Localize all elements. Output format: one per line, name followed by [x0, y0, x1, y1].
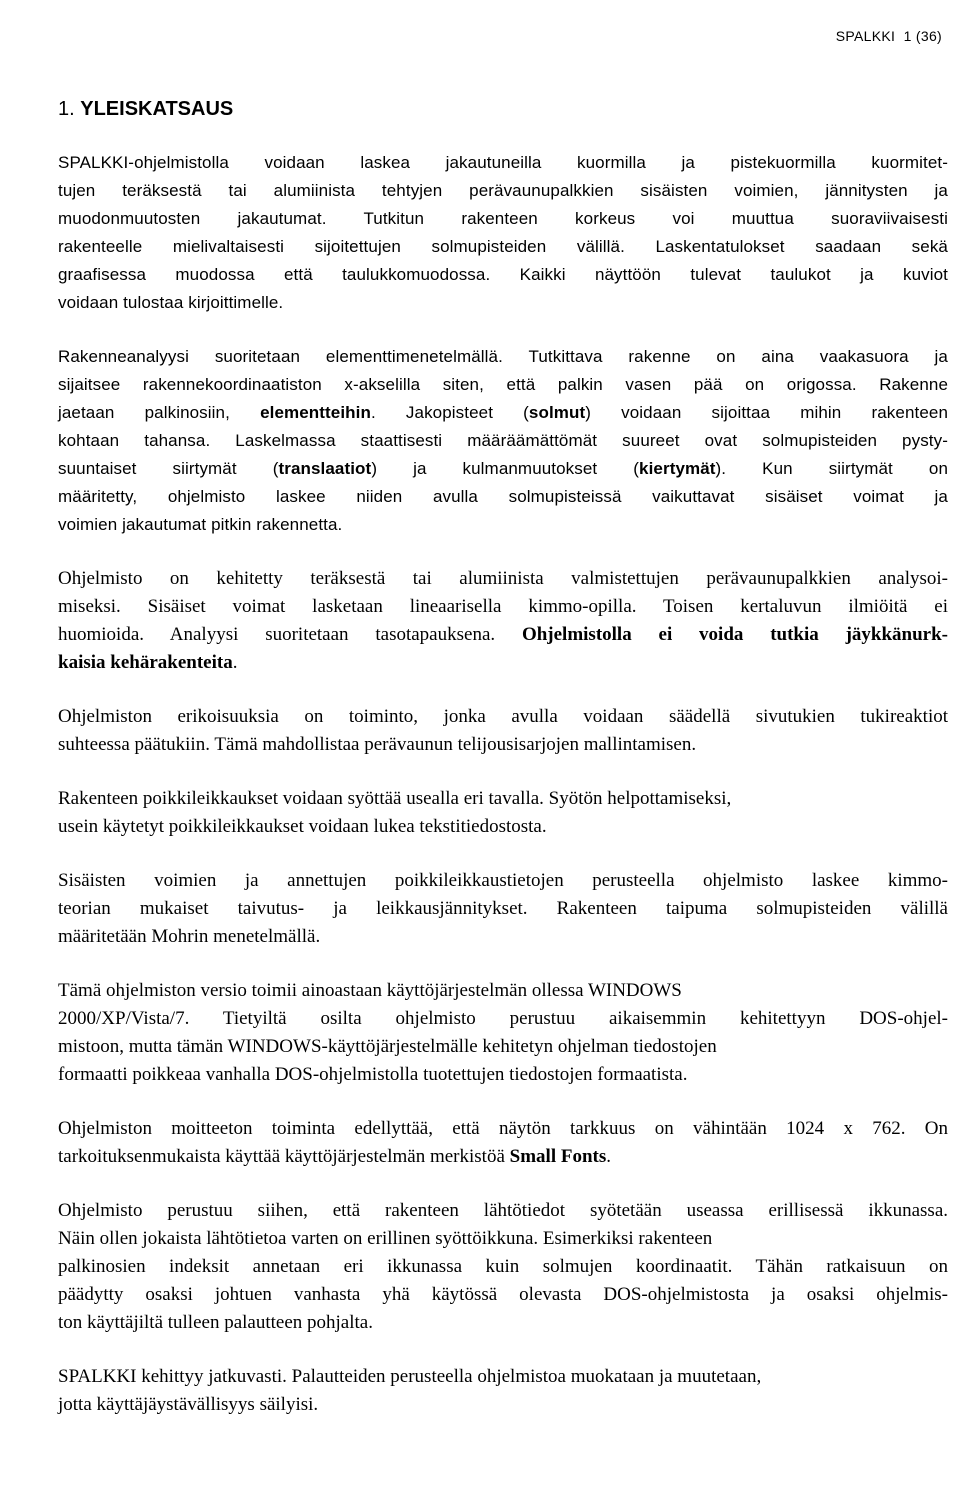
text-line: suhteessa päätukiin. Tämä mahdollistaa perävaunun telijousisarjojen mallintamisen.	[58, 734, 697, 755]
text-line: SPALKKI kehittyy jatkuvasti. Palautteiden perusteella ohjelmistoa muokataan ja muutetaan,	[58, 1366, 762, 1387]
text-line: sijaitsee rakennekoordinaatiston x-akselilla siten, että palkin vasen pää on origossa. Rakenne	[58, 375, 948, 394]
paragraph-cross-sections	[58, 785, 948, 841]
page-header	[836, 28, 942, 44]
text-line: muodonmuutosten jakautumat. Tutkitun rakenteen korkeus voi muuttua suoraviivaisesti	[58, 209, 948, 228]
text-line	[58, 1143, 948, 1171]
text-line: Ohjelmiston moitteeton toiminta edellyttää, että näytön tarkkuus on vähintään 1024 x 762. On	[58, 1118, 948, 1139]
bold-term-rotations: kiertymät	[639, 459, 716, 478]
section-title: YLEISKATSAUS	[80, 98, 234, 120]
bold-term-small-fonts: Small Fonts	[509, 1146, 607, 1167]
text-fragment: .	[232, 652, 238, 673]
text-line: jotta käyttäjäystävällisyys säilyisi.	[58, 1394, 319, 1415]
text-fragment: tarkoituksenmukaista käyttää käyttöjärjestelmän merkistöä	[58, 1146, 510, 1167]
paragraph-special-features	[58, 703, 948, 759]
section-number: 1.	[58, 98, 75, 120]
text-line: teorian mukaiset taivutus- ja leikkausjännitykset. Rakenteen taipuma solmupisteiden välillä	[58, 898, 948, 919]
text-line: 2000/XP/Vista/7. Tietyiltä osilta ohjelmisto perustuu aikaisemmin kehitettyyn DOS-ohjel-	[58, 1008, 948, 1029]
text-line: ton käyttäjiltä tulleen palautteen pohjalta.	[58, 1312, 373, 1333]
paragraph-development	[58, 1363, 948, 1419]
bold-term-nodes: solmut	[528, 403, 586, 422]
text-line: rakenteelle mielivaltaisesti sijoitettujen solmupisteiden välillä. Laskentatulokset saadaan sekä	[58, 237, 948, 256]
text-fragment: .	[606, 1146, 611, 1167]
paragraph-display-requirements	[58, 1115, 948, 1171]
bold-limitation-text: kaisia kehärakenteita	[58, 652, 233, 673]
text-line: kohtaan tahansa. Laskelmassa staattisesti määräämättömät suureet ovat solmupisteiden pysty-	[58, 431, 948, 450]
text-line: formaatti poikkeaa vanhalla DOS-ohjelmistolla tuotettujen tiedostojen formaatista.	[58, 1064, 688, 1085]
text-line: usein käytetyt poikkileikkaukset voidaan lukea tekstitiedostosta.	[58, 816, 547, 837]
text-line: SPALKKI-ohjelmistolla voidaan laskea jakautuneilla kuormilla ja pistekuormilla kuormitet-	[58, 153, 948, 172]
text-fragment: jaetaan palkinosiin,	[58, 403, 261, 422]
text-line	[58, 399, 948, 427]
section-heading	[58, 98, 233, 121]
text-line	[58, 455, 948, 483]
header-doc-name: SPALKKI	[835, 28, 896, 44]
text-line: miseksi. Sisäiset voimat lasketaan lineaarisella kimmo-opilla. Toisen kertaluvun ilmiöitä ei	[58, 596, 948, 617]
header-page-number: 1 (36)	[903, 28, 942, 44]
text-line: Rakenteen poikkileikkaukset voidaan syöttää usealla eri tavalla. Syötön helpottamiseksi,	[58, 788, 732, 809]
text-fragment: . Jakopisteet (	[370, 403, 529, 422]
text-fragment: suuntaiset siirtymät (	[58, 459, 279, 478]
paragraph-analysis-method	[58, 343, 948, 539]
text-line: päädytty osaksi johtuen vanhasta yhä käytössä olevasta DOS-ohjelmistosta ja osaksi ohjelmis-	[58, 1284, 948, 1305]
paragraph-stresses	[58, 867, 948, 951]
paragraph-windows-version	[58, 977, 948, 1089]
text-line: palkinosien indeksit annetaan eri ikkunassa kuin solmujen koordinaatit. Tähän ratkaisuun on	[58, 1256, 948, 1277]
text-line: Tämä ohjelmiston versio toimii ainoastaan käyttöjärjestelmän ollessa WINDOWS	[58, 980, 682, 1001]
paragraph-purpose	[58, 565, 948, 677]
text-fragment: huomioida. Analyysi suoritetaan tasotapauksena.	[58, 624, 522, 645]
paragraph-overview	[58, 149, 948, 317]
bold-term-translations: translaatiot	[278, 459, 372, 478]
text-line: Rakenneanalyysi suoritetaan elementtimenetelmällä. Tutkittava rakenne on aina vaakasuora ja	[58, 347, 948, 366]
document-body	[58, 149, 948, 1445]
text-line	[58, 649, 948, 677]
text-line: Ohjelmiston erikoisuuksia on toiminto, jonka avulla voidaan säädellä sivutukien tukireaktiot	[58, 706, 948, 727]
bold-term-elements: elementteihin	[260, 403, 371, 422]
bold-limitation-text: Ohjelmistolla ei voida tutkia jäykkänurk-	[521, 624, 948, 645]
text-fragment: ). Kun siirtymät on	[715, 459, 949, 478]
text-line: graafisessa muodossa että taulukkomuodossa. Kaikki näyttöön tulevat taulukot ja kuviot	[58, 265, 948, 284]
text-line: Sisäisten voimien ja annettujen poikkileikkaustietojen perusteella ohjelmisto laskee kimmo-	[58, 870, 948, 891]
text-line	[58, 621, 948, 649]
text-line: voimien jakautumat pitkin rakennetta.	[58, 515, 343, 534]
text-line: tujen teräksestä tai alumiinista tehtyjen perävaunupalkkien sisäisten voimien, jännitysten ja	[58, 181, 948, 200]
text-fragment: ) ja kulmanmuutokset (	[371, 459, 640, 478]
text-line: määritetty, ohjelmisto laskee niiden avulla solmupisteissä vaikuttavat sisäiset voimat ja	[58, 487, 948, 506]
text-line: Ohjelmisto on kehitetty teräksestä tai alumiinista valmistettujen perävaunupalkkien analysoi-	[58, 568, 948, 589]
paragraph-input-windows	[58, 1197, 948, 1337]
text-line: Ohjelmisto perustuu siihen, että rakenteen lähtötiedot syötetään useassa erillisessä ikkunassa.	[58, 1200, 948, 1221]
text-line: määritetään Mohrin menetelmällä.	[58, 926, 321, 947]
text-line: voidaan tulostaa kirjoittimelle.	[58, 293, 284, 312]
text-line: Näin ollen jokaista lähtötietoa varten on erillinen syöttöikkuna. Esimerkiksi rakenteen	[58, 1228, 713, 1249]
text-line: mistoon, mutta tämän WINDOWS-käyttöjärjestelmälle kehitetyn ohjelman tiedostojen	[58, 1036, 717, 1057]
text-fragment: ) voidaan sijoittaa mihin rakenteen	[585, 403, 948, 422]
